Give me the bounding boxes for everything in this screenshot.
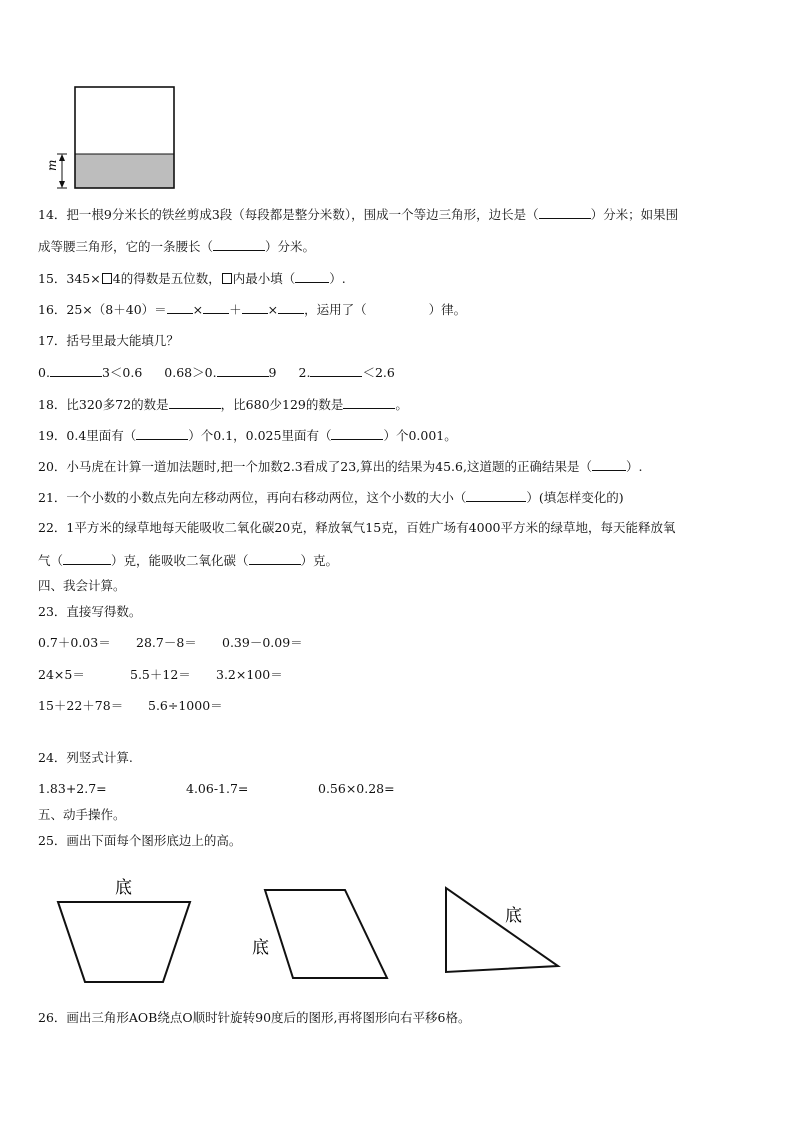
section-5-heading: 五、动手操作。 [38,807,126,822]
geometry-shapes [0,860,794,990]
answer-blank[interactable] [167,300,193,314]
answer-blank[interactable] [203,300,229,314]
question-14: 14．把一根9分米长的铁丝剪成3段（每段都是整分米数），围成一个等边三角形，边长是（ ）分米；如果围 [38,207,679,222]
question-21: 21．一个小数的小数点先向左移动两位，再向右移动两位，这个小数的大小（ ）(填怎样变化的) [38,490,624,505]
triangle-shape[interactable] [446,888,558,972]
answer-blank[interactable] [136,426,188,440]
question-17-title: 17．括号里最大能填几？ [38,333,179,348]
question-26: 26．画出三角形AOB绕点O顺时针旋转90度后的图形,再将图形向右平移6格。 [38,1010,471,1025]
question-24-title: 24．列竖式计算. [38,750,133,765]
height-label: m [45,159,59,171]
parallelogram-shape[interactable] [265,890,387,978]
question-14-cont: 成等腰三角形，它的一条腰长（ ）分米。 [38,239,316,254]
question-15: 15．345× 4的得数是五位数， 内最小填（ ）. [38,271,346,286]
answer-blank[interactable] [466,488,526,502]
trapezoid-base-label: 底 [115,878,132,898]
answer-blank[interactable] [592,457,626,471]
answer-blank[interactable] [331,426,383,440]
question-23-row-2: 24×5＝ 5.5＋12＝ 3.2×100＝ [38,667,283,682]
question-23-title: 23．直接写得数。 [38,604,142,619]
question-19: 19．0.4里面有（ ）个0.1，0.025里面有（ ）个0.001。 [38,428,457,443]
question-22-cont: 气（ ）克，能吸收二氧化碳（ ）克。 [38,553,339,568]
square-box-icon [222,273,232,284]
question-16: 16．25×（8＋40）＝ × ＋ × ，运用了（ ）律。 [38,302,467,317]
answer-blank[interactable] [249,551,301,565]
square-box-icon [102,273,112,284]
question-23-row-1: 0.7＋0.03＝ 28.7－8＝ 0.39－0.09＝ [38,635,303,650]
question-18: 18．比320多72的数是 ，比680少129的数是 。 [38,397,408,412]
answer-blank[interactable] [295,269,329,283]
answer-blank[interactable] [278,300,304,314]
question-25-title: 25．画出下面每个图形底边上的高。 [38,833,242,848]
water-fill [75,154,174,188]
question-24-items: 1.83+2.7= 4.06-1.7= 0.56×0.28= [38,781,395,796]
answer-blank[interactable] [242,300,268,314]
trapezoid-shape[interactable] [58,902,190,982]
question-22: 22．1平方米的绿草地每天能吸收二氧化碳20克，释放氧气15克，百姓广场有4000平方米的绿草地，每天能释放氧 [38,520,676,535]
answer-blank[interactable] [63,551,111,565]
answer-blank[interactable] [310,363,362,377]
question-20: 20．小马虎在计算一道加法题时,把一个加数2.3看成了23,算出的结果为45.6,这道题的正确结果是（ ）. [38,459,643,474]
parallelogram-base-label: 底 [252,938,269,958]
answer-blank[interactable] [217,363,269,377]
water-container-figure [44,82,184,194]
answer-blank[interactable] [343,395,395,409]
answer-blank[interactable] [50,363,102,377]
answer-blank[interactable] [169,395,221,409]
question-23-row-3: 15＋22＋78＝ 5.6÷1000＝ [38,698,223,713]
section-4-heading: 四、我会计算。 [38,578,126,593]
question-17-items: 0. 3＜0.6 0.68＞0. 9 2. ＜2.6 [38,365,395,380]
triangle-base-label: 底 [505,906,522,926]
answer-blank[interactable] [213,237,265,251]
answer-blank[interactable] [539,205,591,219]
